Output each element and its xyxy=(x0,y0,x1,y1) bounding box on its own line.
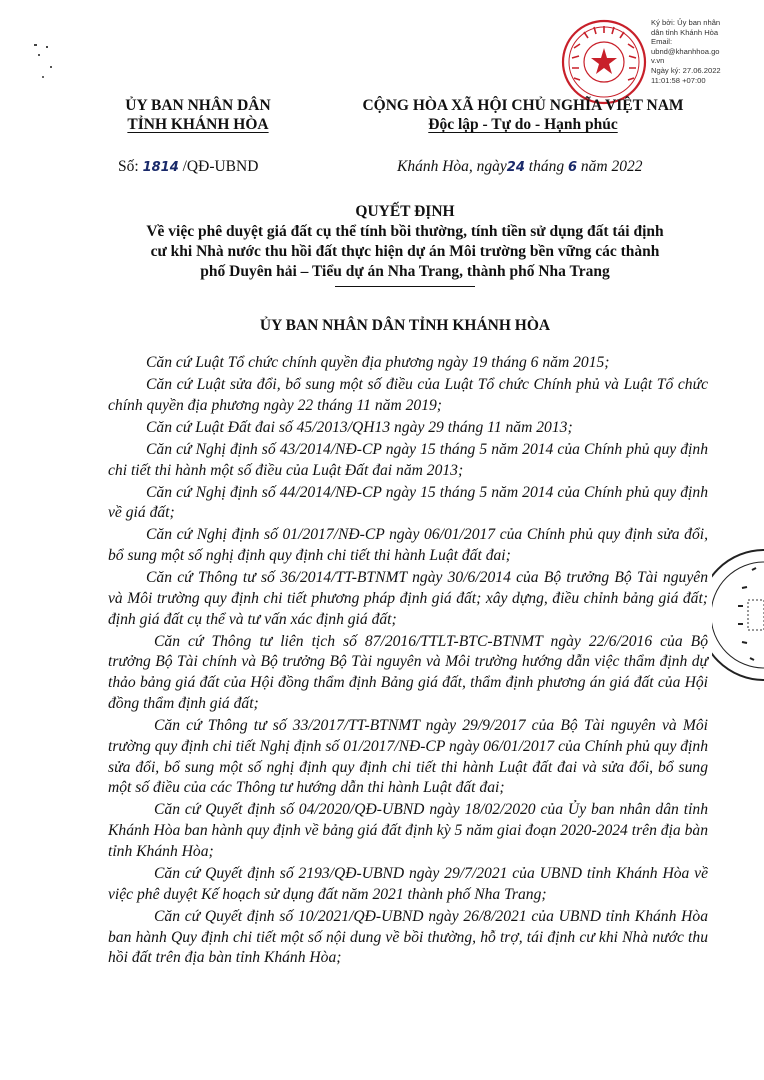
legal-basis: Căn cứ Thông tư liên tịch số 87/2016/TTLT-BTC-BTNMT ngày 22/6/2016 của Bộ trưởng Bộ Tài chính và Bộ trưởng Bộ Tài nguyên và Môi trường hướng dẫn việc thẩm định dự thảo bảng giá đất của Hội đồng thẩm định Bảng giá đất, thẩm định phương án giá đất của Hội đồng thẩm định giá đất; xyxy=(108,632,708,713)
legal-basis: Căn cứ Nghị định số 44/2014/NĐ-CP ngày 15 tháng 5 năm 2014 của Chính phủ quy định về giá đất; xyxy=(108,483,708,522)
date-month: 6 xyxy=(567,160,577,175)
doc-number-prefix: Số: xyxy=(118,158,139,175)
date-day: 24 xyxy=(506,160,525,175)
scan-specks xyxy=(28,38,68,98)
red-seal-icon xyxy=(560,18,648,106)
legal-basis: Căn cứ Nghị định số 01/2017/NĐ-CP ngày 06/01/2017 của Chính phủ quy định sửa đổi, bổ sung một số nghị định quy định chi tiết thi hành Luật đất đai; xyxy=(108,526,708,565)
date-text-3: năm 2022 xyxy=(580,158,643,175)
document-title: QUYẾT ĐỊNH xyxy=(355,203,455,220)
legal-basis: Căn cứ Luật sửa đổi, bổ sung một số điều của Luật Tổ chức Chính phủ và Luật Tổ chức chính quyền địa phương ngày 22 tháng 11 năm 2019; xyxy=(108,375,708,414)
legal-basis: Căn cứ Quyết định số 10/2021/QĐ-UBND ngày 26/8/2021 của UBND tỉnh Khánh Hòa ban hành Quy định chi tiết một số nội dung về bồi thường, hỗ trợ, tái định cư khi Nhà nước thu hồi đất trên địa bàn tỉnh Khánh Hòa; xyxy=(108,907,708,967)
legal-basis: Căn cứ Quyết định số 2193/QĐ-UBND ngày 29/7/2021 của UBND tỉnh Khánh Hòa về việc phê duyệt Kế hoạch sử dụng đất năm 2021 thành phố Nha Trang; xyxy=(108,865,708,903)
issuing-authority xyxy=(98,96,298,134)
signed-by: Ký bởi: Ủy ban nhân xyxy=(651,18,721,27)
legal-basis: Căn cứ Thông tư số 36/2014/TT-BTNMT ngày 30/6/2014 của Bộ trưởng Bộ Tài nguyên và Môi trường quy định chi tiết phương pháp định giá đất; xây dựng, điều chỉnh bảng giá đất; định giá đất cụ thể và tư vấn xác định giá đất; xyxy=(108,569,708,628)
legal-basis: Căn cứ Quyết định số 04/2020/QĐ-UBND ngày 18/02/2020 của Ủy ban nhân dân tỉnh Khánh Hòa ban hành quy định về bảng giá đất định kỳ 5 năm giai đoạn 2020-2024 trên địa bàn tỉnh Khánh Hòa; xyxy=(108,801,708,861)
doc-number-suffix: /QĐ-UBND xyxy=(182,158,259,175)
subject-line: phố Duyên hải – Tiểu dự án Nha Trang, thành phố Nha Trang xyxy=(200,263,610,280)
date-text-2: tháng xyxy=(528,158,565,175)
date-text-1: Khánh Hòa, ngày xyxy=(397,158,507,175)
subject-divider xyxy=(335,286,475,287)
sign-time: 11:01:58 +07:00 xyxy=(651,75,706,85)
authority-line-2: TỈNH KHÁNH HÒA xyxy=(127,116,269,133)
authority-line-1: ỦY BAN NHÂN DÂN xyxy=(125,97,271,114)
sign-date: Ngày ký: 27.06.2022 xyxy=(651,65,721,75)
decision-authority: ỦY BAN NHÂN DÂN TỈNH KHÁNH HÒA xyxy=(259,317,551,334)
subject-line: Về việc phê duyệt giá đất cụ thể tính bồi thường, tính tiền sử dụng đất tái định xyxy=(146,223,664,240)
email-label: Email: xyxy=(651,37,673,47)
legal-basis: Căn cứ Luật Đất đai số 45/2013/QH13 ngày 29 tháng 11 năm 2013; xyxy=(146,418,573,436)
document-date xyxy=(397,158,642,176)
legal-basis: Căn cứ Thông tư số 33/2017/TT-BTNMT ngày 29/9/2017 của Bộ Tài nguyên và Môi trường quy định chi tiết Nghị định số 01/2017/NĐ-CP ngày 06/01/2017 của Chính phủ quy định sửa đổi, bổ sung một số nghị định quy định chi tiết thi hành Luật đất đai và sửa đổi, bổ sung một số điều của các Thông tư hướng dẫn thi hành Luật đất đai; xyxy=(108,717,708,797)
national-motto xyxy=(318,96,728,134)
partial-stamp-icon xyxy=(712,540,764,690)
motto-line-1: CỘNG HÒA XÃ HỘI CHỦ NGHĨA VIỆT NAM xyxy=(362,97,684,114)
email-1: ubnd@khanhhoa.go xyxy=(651,46,720,56)
digital-signature-block xyxy=(651,18,761,85)
email-2: v.vn xyxy=(651,56,665,66)
signed-by-cont: dân tỉnh Khánh Hòa xyxy=(651,27,719,37)
legal-basis: Căn cứ Luật Tổ chức chính quyền địa phương ngày 19 tháng 6 năm 2015; xyxy=(146,354,610,371)
document-subject xyxy=(100,222,710,287)
doc-number-handwritten: 1814 xyxy=(142,160,179,175)
legal-bases xyxy=(108,353,708,970)
document-number xyxy=(118,158,258,176)
subject-line: cư khi Nhà nước thu hồi đất thực hiện dự án Môi trường bền vững các thành xyxy=(150,243,660,260)
legal-basis: Căn cứ Nghị định số 43/2014/NĐ-CP ngày 15 tháng 5 năm 2014 của Chính phủ quy định chi tiết thi hành một số điều của Luật Đất đai năm 2013; xyxy=(108,440,708,479)
motto-line-2: Độc lập - Tự do - Hạnh phúc xyxy=(428,116,618,133)
